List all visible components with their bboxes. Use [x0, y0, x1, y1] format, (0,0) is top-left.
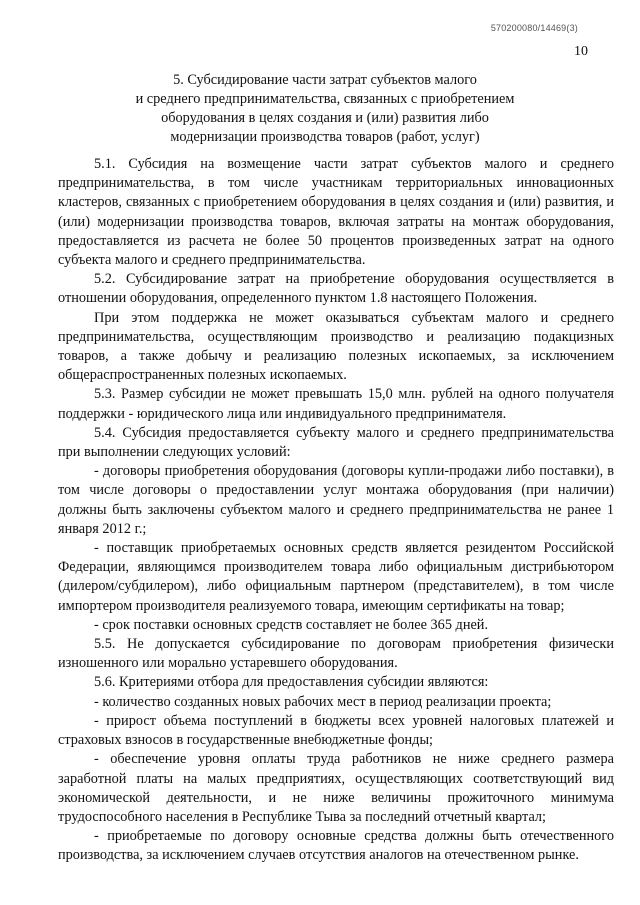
section-title: [90, 71, 560, 147]
section-title-line: оборудования в целях создания и (или) развития либо: [161, 110, 489, 126]
section-title-line: модернизации производства товаров (работ, услуг): [170, 129, 480, 145]
criterion-domestic-production: - приобретаемые по договору основные средства должны быть отечественного производства, за исключением случаев отсутствия аналогов на отечественном рынке.: [58, 828, 614, 864]
paragraph-5-3: 5.3. Размер субсидии не может превышать 15,0 млн. рублей на одного получателя поддержки - юридического лица или индивидуального предпринимателя.: [58, 386, 614, 422]
paragraph-5-2: 5.2. Субсидирование затрат на приобретение оборудования осуществляется в отношении оборудования, определенного пунктом 1.8 настоящего Положения.: [58, 271, 614, 307]
criterion-wages: - обеспечение уровня оплаты труда работников не ниже среднего размера заработной платы на малых предприятиях, осуществляющих соответствующий вид экономической деятельности, и не ниже величины прожиточного минимума трудоспособного населения в Республике Тыва за последний отчетный квартал;: [58, 751, 614, 825]
document-id: 570200080/14469(3): [490, 23, 578, 33]
criterion-tax-growth: - прирост объема поступлений в бюджеты всех уровней налоговых платежей и страховых взносов в государственные внебюджетные фонды;: [58, 712, 614, 749]
paragraph-5-6: 5.6. Критериями отбора для предоставления субсидии являются:: [94, 674, 489, 691]
condition-delivery-term: - срок поставки основных средств составляет не более 365 дней.: [94, 616, 489, 633]
paragraph-5-5: 5.5. Не допускается субсидирование по договорам приобретения физически изношенного или морально устаревшего оборудования.: [58, 636, 614, 672]
condition-contracts: - договоры приобретения оборудования (договоры купли-продажи либо поставки), в том числе договоры о предоставлении услуг монтажа оборудования (при наличии) должны быть заключены субъектом малого и среднего предпринимательства не ранее 1 января 2012 г.;: [58, 463, 614, 537]
section-title-line: 5. Субсидирование части затрат субъектов малого: [173, 72, 477, 88]
paragraph-5-1: 5.1. Субсидия на возмещение части затрат субъектов малого и среднего предпринимательства, в том числе участникам территориальных инновационных кластеров, связанных с приобретением оборудования в целях создания и (или) развития, и (или) модернизации производства товаров, включая затраты на монтаж оборудования, предоставляется из расчета не более 50 процентов произведенных затрат на одного субъекта малого и среднего предпринимательства.: [58, 156, 614, 269]
criterion-new-jobs: - количество созданных новых рабочих мест в период реализации проекта;: [94, 693, 552, 710]
condition-supplier: - поставщик приобретаемых основных средств является резидентом Российской Федерации, являющимся производителем товара либо официальным дистрибьютором (дилером/субдилером), либо официальным партнером (представителем), в том числе импортером производителя реализуемого товара, имеющим сертификаты на товар;: [58, 540, 614, 614]
paragraph-5-4: 5.4. Субсидия предоставляется субъекту малого и среднего предпринимательства при выполнении следующих условий:: [58, 424, 614, 461]
paragraph-support-restriction: При этом поддержка не может оказываться субъектам малого и среднего предпринимательства, осуществляющим производство и реализацию подакцизных товаров, а также добычу и реализацию полезных ископаемых, за исключением общераспространенных полезных ископаемых.: [58, 309, 614, 384]
page-number: 10: [574, 44, 588, 59]
section-title-line: и среднего предпринимательства, связанных с приобретением: [135, 91, 515, 107]
document-body: [58, 155, 614, 866]
